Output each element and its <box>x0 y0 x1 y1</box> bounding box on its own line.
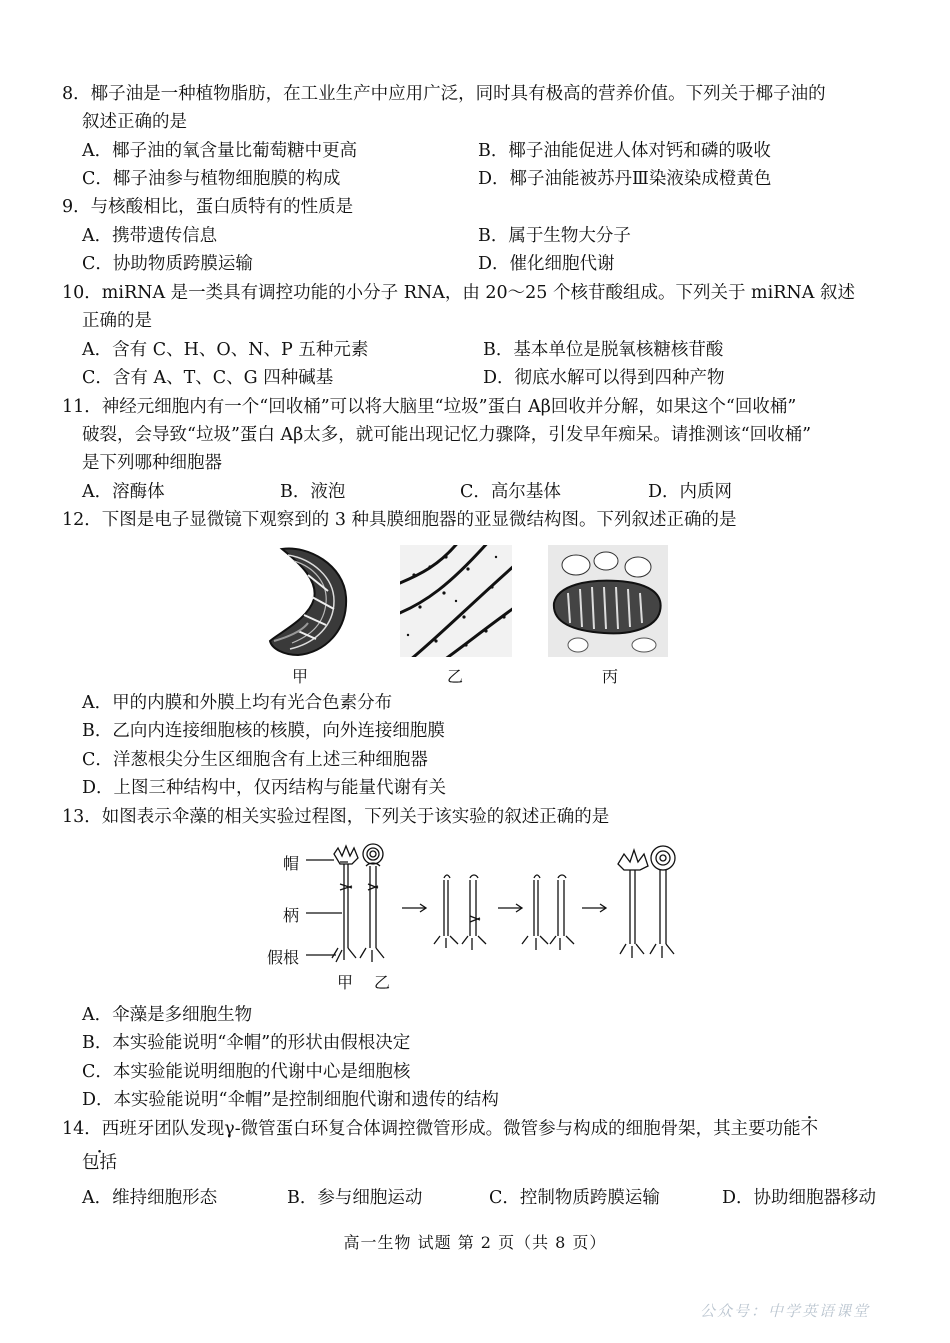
q11-option-b: B．液泡 <box>280 482 346 502</box>
q14-option-c: C．控制物质跨膜运输 <box>489 1188 660 1208</box>
q11-stem: 11．神经元细胞内有一个“回收桶”可以将大脑里“垃圾”蛋白 Aβ回收并分解，如果这个“回收桶” <box>62 397 797 417</box>
figure-label-jia: 甲 <box>292 667 309 686</box>
q13-option-c: C．本实验能说明细胞的代谢中心是细胞核 <box>82 1062 411 1082</box>
q11-stem-cont-2: 是下列哪种细胞器 <box>82 453 222 473</box>
q10-option-b: B．基本单位是脱氧核糖核苷酸 <box>483 340 724 360</box>
q14-stem <box>62 1117 818 1141</box>
fig-label-yi: 乙 <box>374 973 391 992</box>
watermark: 公众号：中学英语课堂 <box>700 1302 871 1320</box>
q9-option-a: A．携带遗传信息 <box>82 226 218 246</box>
q8-option-b: B．椰子油能促进人体对钙和磷的吸收 <box>478 141 771 161</box>
q10-option-d: D．彻底水解可以得到四种产物 <box>483 368 725 388</box>
fig-label-rhizoid: 假根 <box>267 948 300 967</box>
q14-stem-text: 14．西班牙团队发现γ-微管蛋白环复合体调控微管形成。微管参与构成的细胞骨架，其主要功能 <box>62 1119 801 1139</box>
q14-option-b: B．参与细胞运动 <box>287 1188 423 1208</box>
q13-stem: 13．如图表示伞藻的相关实验过程图，下列关于该实验的叙述正确的是 <box>62 807 610 827</box>
q8-stem: 8．椰子油是一种植物脂肪，在工业生产中应用广泛，同时具有极高的营养价值。下列关于椰子油的 <box>62 84 826 104</box>
q14-option-a: A．维持细胞形态 <box>82 1188 218 1208</box>
q14-option-d: D．协助细胞器移动 <box>722 1188 877 1208</box>
q12-option-b: B．乙向内连接细胞核的核膜，向外连接细胞膜 <box>82 721 445 741</box>
q9-option-d: D．催化细胞代谢 <box>478 254 615 274</box>
q9-option-c: C．协助物质跨膜运输 <box>82 254 253 274</box>
fig-label-stalk: 柄 <box>283 906 300 925</box>
q11-stem-cont-1: 破裂，会导致“垃圾”蛋白 Aβ太多，就可能出现记忆力骤降，引发早年痴呆。请推测该“回收桶” <box>82 425 812 445</box>
q13-option-a: A．伞藻是多细胞生物 <box>82 1005 253 1025</box>
fig-label-jia: 甲 <box>337 973 354 992</box>
acetabularia-experiment-diagram <box>300 840 700 970</box>
q14-stem-cont <box>82 1151 117 1175</box>
q10-stem-cont: 正确的是 <box>82 311 152 331</box>
q10-option-a: A．含有 C、H、O、N、P 五种元素 <box>82 340 369 360</box>
q9-option-b: B．属于生物大分子 <box>478 226 631 246</box>
q11-option-c: C．高尔基体 <box>460 482 561 502</box>
q11-option-d: D．内质网 <box>648 482 733 502</box>
q8-option-a: A．椰子油的氧含量比葡萄糖中更高 <box>82 141 358 161</box>
q11-option-a: A．溶酶体 <box>82 482 165 502</box>
q10-stem: 10．miRNA 是一类具有调控功能的小分子 RNA，由 20～25 个核苷酸组成。下列关于 miRNA 叙述 <box>62 283 855 303</box>
q8-stem-cont: 叙述正确的是 <box>82 112 187 132</box>
chloroplast-micrograph <box>268 545 350 657</box>
q9-stem: 9．与核酸相比，蛋白质特有的性质是 <box>62 197 354 217</box>
q13-option-b: B．本实验能说明“伞帽”的形状由假根决定 <box>82 1033 411 1053</box>
q12-option-c: C．洋葱根尖分生区细胞含有上述三种细胞器 <box>82 750 428 770</box>
figure-label-bing: 丙 <box>602 667 619 686</box>
q14-emphasis-not: 不 <box>800 1119 819 1139</box>
q12-stem: 12．下图是电子显微镜下观察到的 3 种具膜细胞器的亚显微结构图。下列叙述正确的是 <box>62 510 737 530</box>
q8-option-d: D．椰子油能被苏丹Ⅲ染液染成橙黄色 <box>478 169 772 189</box>
fig-label-cap: 帽 <box>283 854 300 873</box>
q14-emphasis-include: 包括 <box>82 1153 117 1173</box>
q13-option-d: D．本实验能说明“伞帽”是控制细胞代谢和遗传的结构 <box>82 1090 499 1110</box>
q12-option-d: D．上图三种结构中，仅丙结构与能量代谢有关 <box>82 778 447 798</box>
q8-option-c: C．椰子油参与植物细胞膜的构成 <box>82 169 341 189</box>
q10-option-c: C．含有 A、T、C、G 四种碱基 <box>82 368 334 388</box>
q12-option-a: A．甲的内膜和外膜上均有光合色素分布 <box>82 693 393 713</box>
page-footer: 高一生物 试题 第 2 页（共 8 页） <box>343 1233 607 1252</box>
figure-label-yi: 乙 <box>447 667 464 686</box>
er-micrograph <box>400 545 512 657</box>
mitochondrion-micrograph <box>548 545 668 657</box>
